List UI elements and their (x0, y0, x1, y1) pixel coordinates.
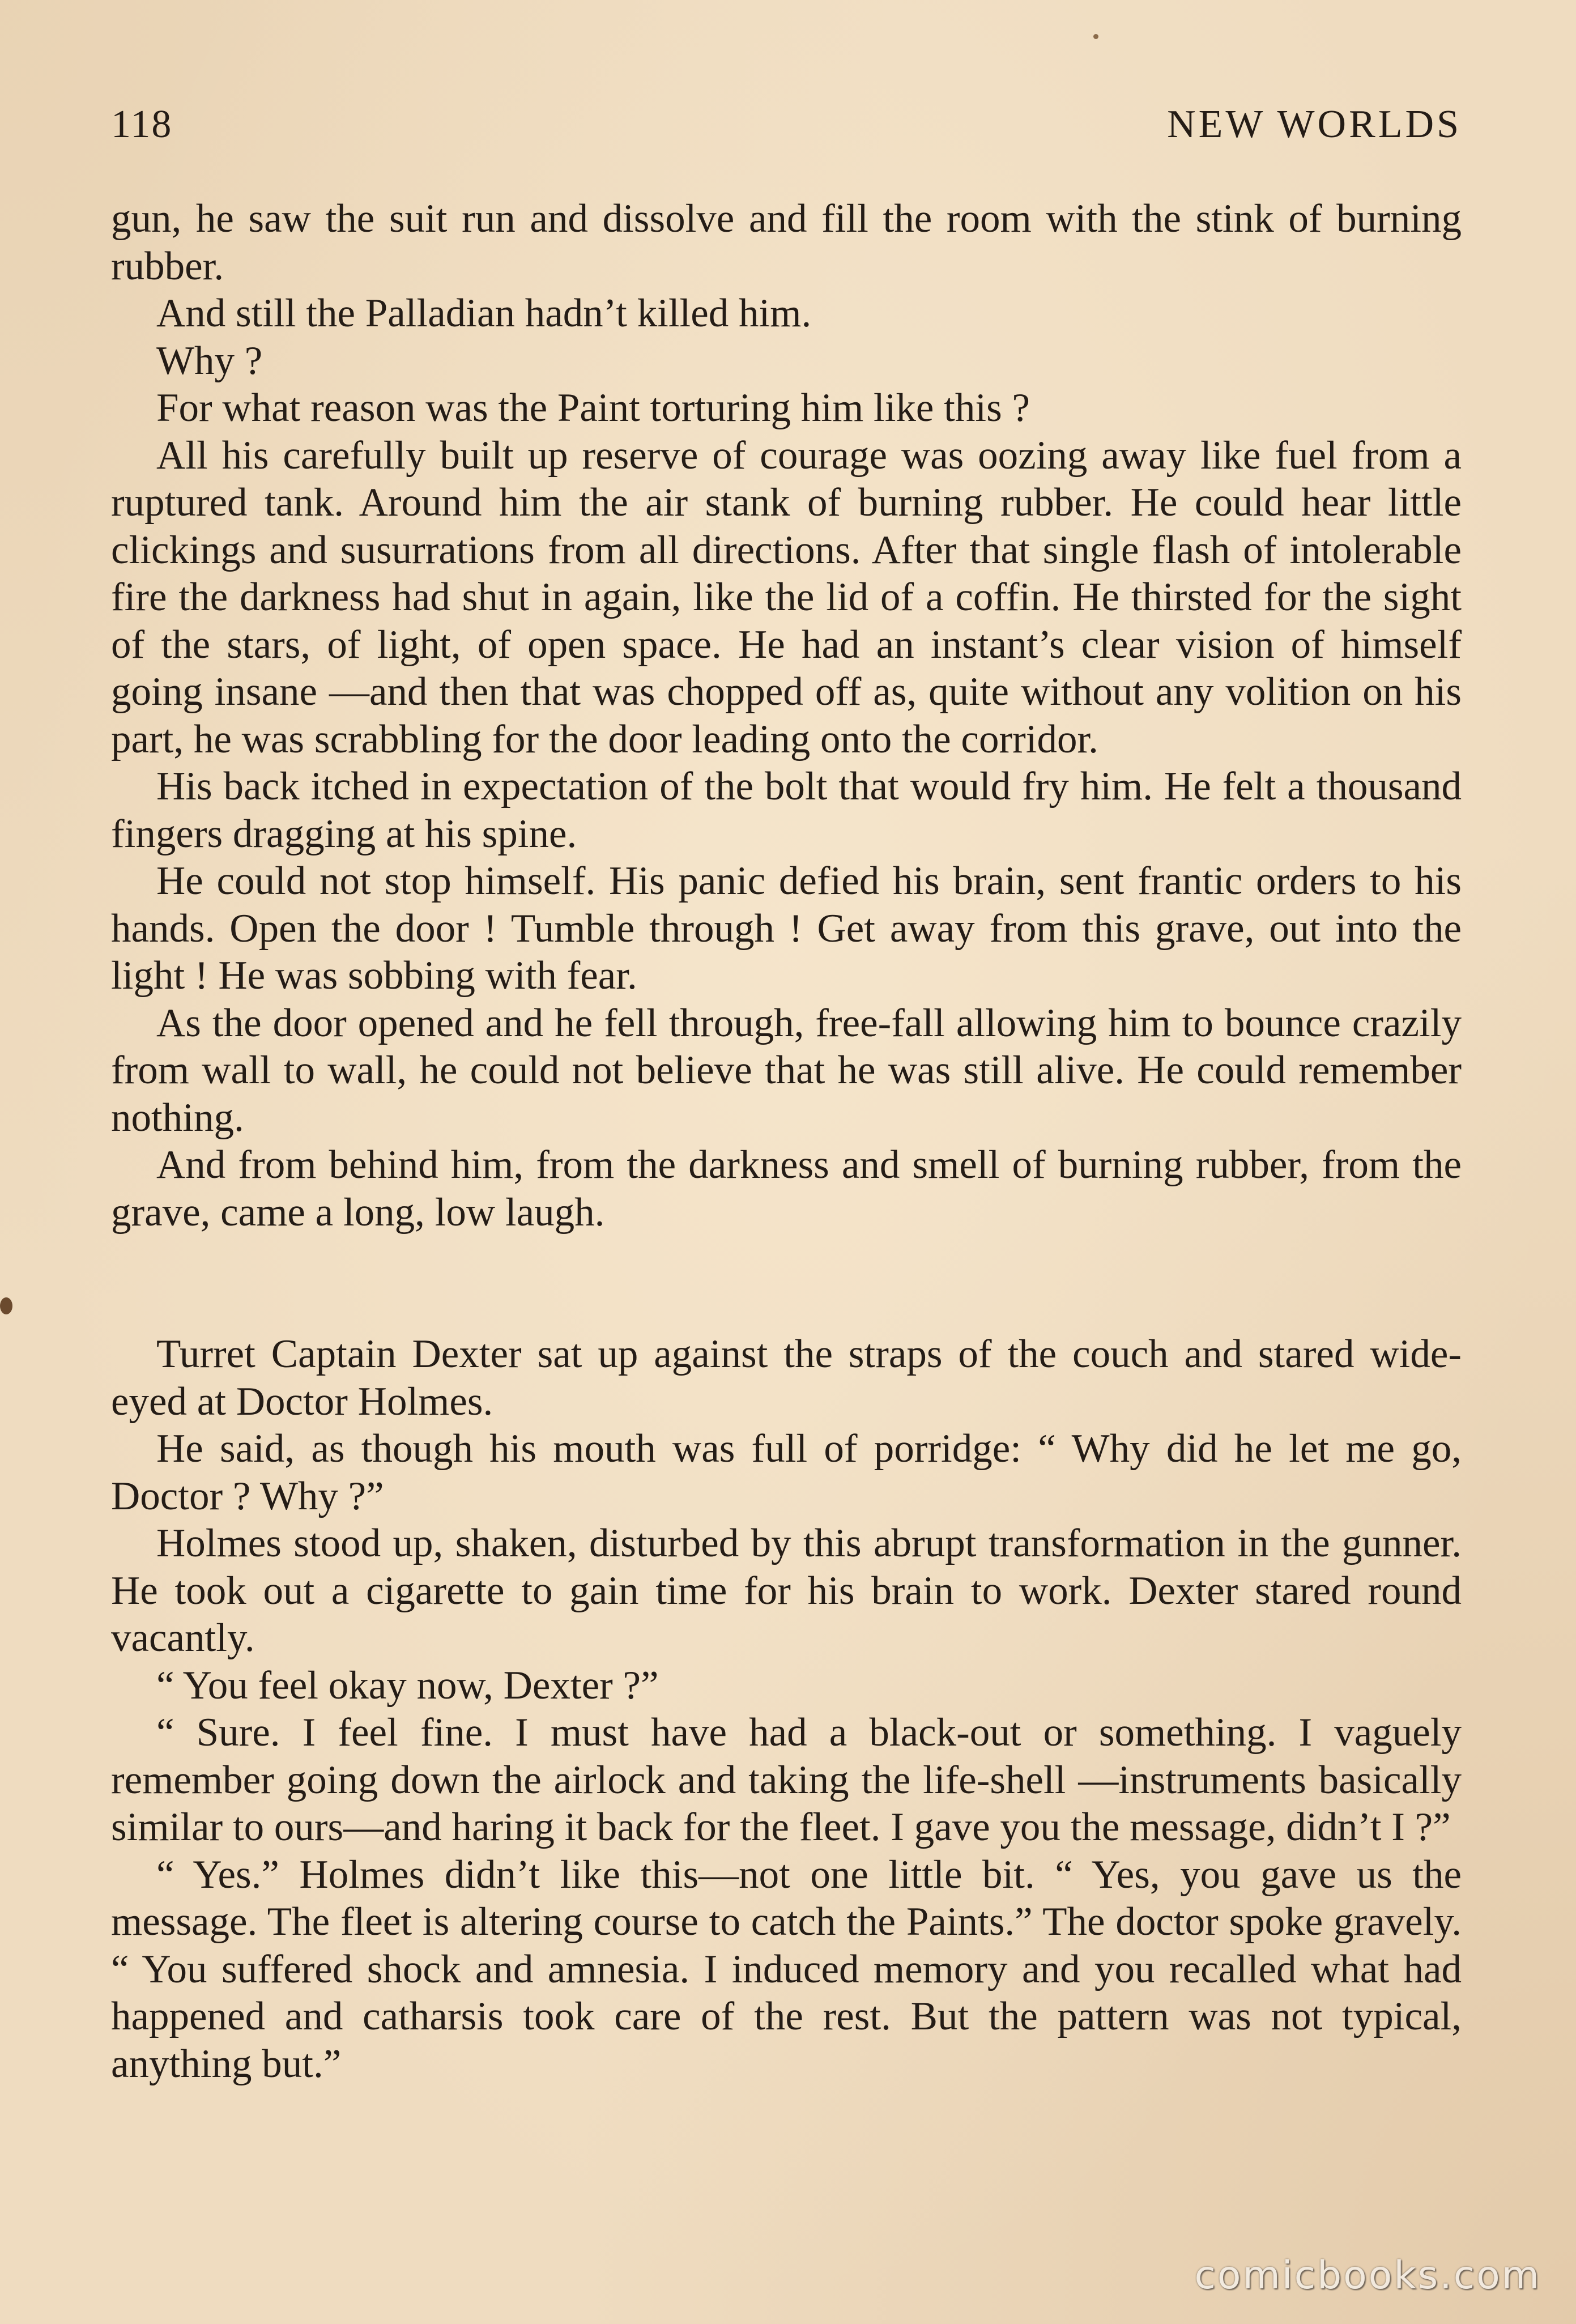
paragraph: For what reason was the Paint torturing him like this ? (156, 386, 1030, 430)
paragraph: Turret Captain Dexter sat up against the straps of the couch and stared wide-eyed at Doctor Holmes. (111, 1332, 1462, 1424)
site-watermark: comicbooks.com (1194, 2253, 1541, 2298)
page-header (111, 102, 1462, 159)
paragraph: As the door opened and he fell through, free-fall allowing him to bounce crazily from wall to wall, he could not believe that he was still alive. He could remember nothing. (111, 1001, 1462, 1140)
paragraph: Why ? (156, 338, 263, 383)
paragraph: “ Yes.” Holmes didn’t like this—not one little bit. “ Yes, you gave us the message. The fleet is altering course to catch the Paints.” The doctor spoke gravely. “ You suffered shock and amnesia. I induced memory and you recalled what had happened and catharsis took care of the rest. But the pattern was not typical, anything but.” (111, 1852, 1462, 2086)
paragraph: And still the Palladian hadn’t killed him. (156, 291, 812, 335)
paragraph: All his carefully built up reserve of courage was oozing away like fuel from a ruptured tank. Around him the air stank of burning rubber. He could hear little clickings and susurrations from all directions. After that single flash of intolerable fire the darkness had shut in again, like the lid of a coffin. He thirsted for the sight of the stars, of light, of open space. He had an instant’s clear vision of himself going insane —and then that was chopped off as, quite without any volition on his part, he was scrabbling for the door leading onto the corridor. (111, 433, 1462, 761)
running-head: NEW WORLDS (1167, 103, 1462, 146)
paragraph: Holmes stood up, shaken, disturbed by this abrupt transformation in the gunner. He took out a cigarette to gain time for his brain to work. Dexter stared round vacantly. (111, 1521, 1462, 1660)
paper-stain (1093, 34, 1098, 39)
paragraph: gun, he saw the suit run and dissolve and fill the room with the stink of burning rubber. (111, 197, 1462, 288)
paragraph: His back itched in expectation of the bolt that would fry him. He felt a thousand fingers dragging at his spine. (111, 764, 1462, 856)
paragraph: “ You feel okay now, Dexter ?” (156, 1663, 659, 1708)
body-text (111, 195, 1462, 2088)
page-number: 118 (111, 103, 173, 146)
paragraph: He said, as though his mouth was full of porridge: “ Why did he let me go, Doctor ? Why ?” (111, 1427, 1462, 1518)
paragraph: And from behind him, from the darkness and smell of burning rubber, from the grave, came a long, low laugh. (111, 1143, 1462, 1235)
paper-stain (0, 1297, 12, 1314)
paragraph: “ Sure. I feel fine. I must have had a black-out or something. I vaguely remember going down the airlock and taking the life-shell —instruments basically similar to ours—and haring it back for the fleet. I gave you the message, didn’t I ?” (111, 1710, 1462, 1849)
paragraph: He could not stop himself. His panic defied his brain, sent frantic orders to his hands. Open the door ! Tumble through ! Get away from this grave, out into the light ! He was sobbing with fear. (111, 859, 1462, 998)
section-break (111, 1236, 1462, 1331)
